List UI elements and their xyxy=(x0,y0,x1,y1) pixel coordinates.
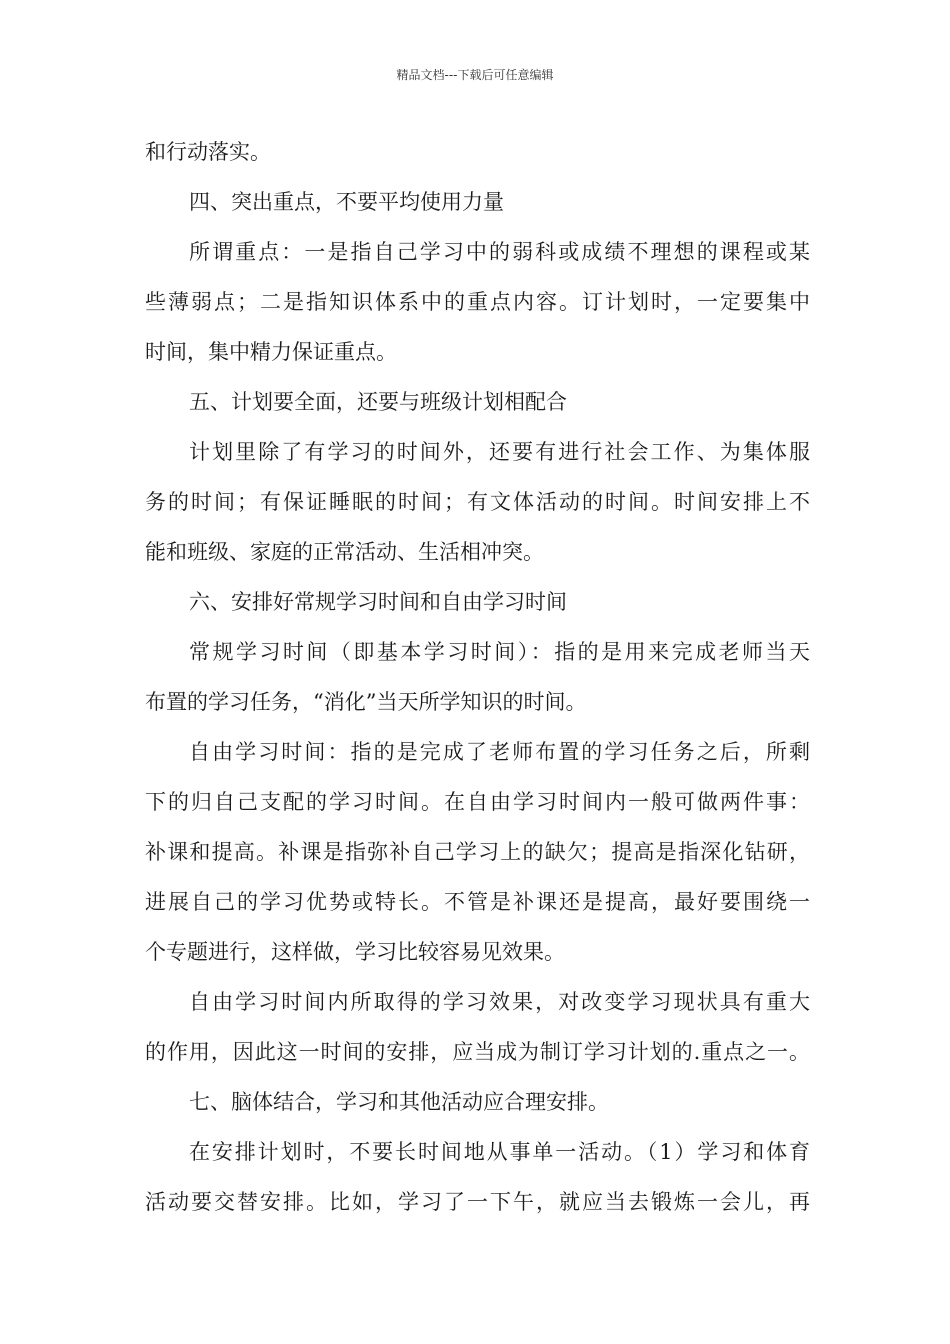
text-line: 补课和提高。补课是指弥补自己学习上的缺欠；提高是指深化钻研， xyxy=(145,840,810,864)
text-line: 七、脑体结合，学习和其他活动应合理安排。 xyxy=(189,1090,609,1114)
text-line: 计划里除了有学习的时间外，还要有进行社会工作、为集体服 xyxy=(189,440,810,464)
text-line: 些薄弱点；二是指知识体系中的重点内容。订计划时，一定要集中 xyxy=(145,290,810,314)
text-line: 所谓重点：一是指自己学习中的弱科或成绩不理想的课程或某 xyxy=(189,240,810,264)
page-header: 精品文档---下载后可任意编辑 xyxy=(396,68,554,82)
text-line: 自由学习时间内所取得的学习效果，对改变学习现状具有重大 xyxy=(189,990,810,1014)
text-line: 四、突出重点，不要平均使用力量 xyxy=(189,190,504,214)
text-line: 自由学习时间：指的是完成了老师布置的学习任务之后，所剩 xyxy=(189,740,810,764)
text-line: 六、安排好常规学习时间和自由学习时间 xyxy=(189,590,567,614)
text-line: 的作用，因此这一时间的安排，应当成为制订学习计划的.重点之一。 xyxy=(145,1040,810,1064)
text-line: 能和班级、家庭的正常活动、生活相冲突。 xyxy=(145,540,544,564)
text-line: 布置的学习任务，“消化”当天所学知识的时间。 xyxy=(145,690,587,714)
text-line: 务的时间；有保证睡眠的时间；有文体活动的时间。时间安排上不 xyxy=(145,490,810,514)
document-body xyxy=(145,130,810,1230)
text-line: 进展自己的学习优势或特长。不管是补课还是提高，最好要围绕一 xyxy=(145,890,810,914)
text-line: 和行动落实。 xyxy=(145,140,271,164)
text-line: 下的归自己支配的学习时间。在自由学习时间内一般可做两件事： xyxy=(145,790,810,814)
text-line: 五、计划要全面，还要与班级计划相配合 xyxy=(189,390,567,414)
text-line: 常规学习时间（即基本学习时间）：指的是用来完成老师当天 xyxy=(189,640,810,664)
text-line: 在安排计划时，不要长时间地从事单一活动。（1）学习和体育 xyxy=(189,1140,810,1164)
text-line: 个专题进行，这样做，学习比较容易见效果。 xyxy=(145,940,565,964)
text-line: 活动要交替安排。比如，学习了一下午，就应当去锻炼一会儿，再 xyxy=(145,1190,810,1214)
text-line: 时间，集中精力保证重点。 xyxy=(145,340,397,364)
